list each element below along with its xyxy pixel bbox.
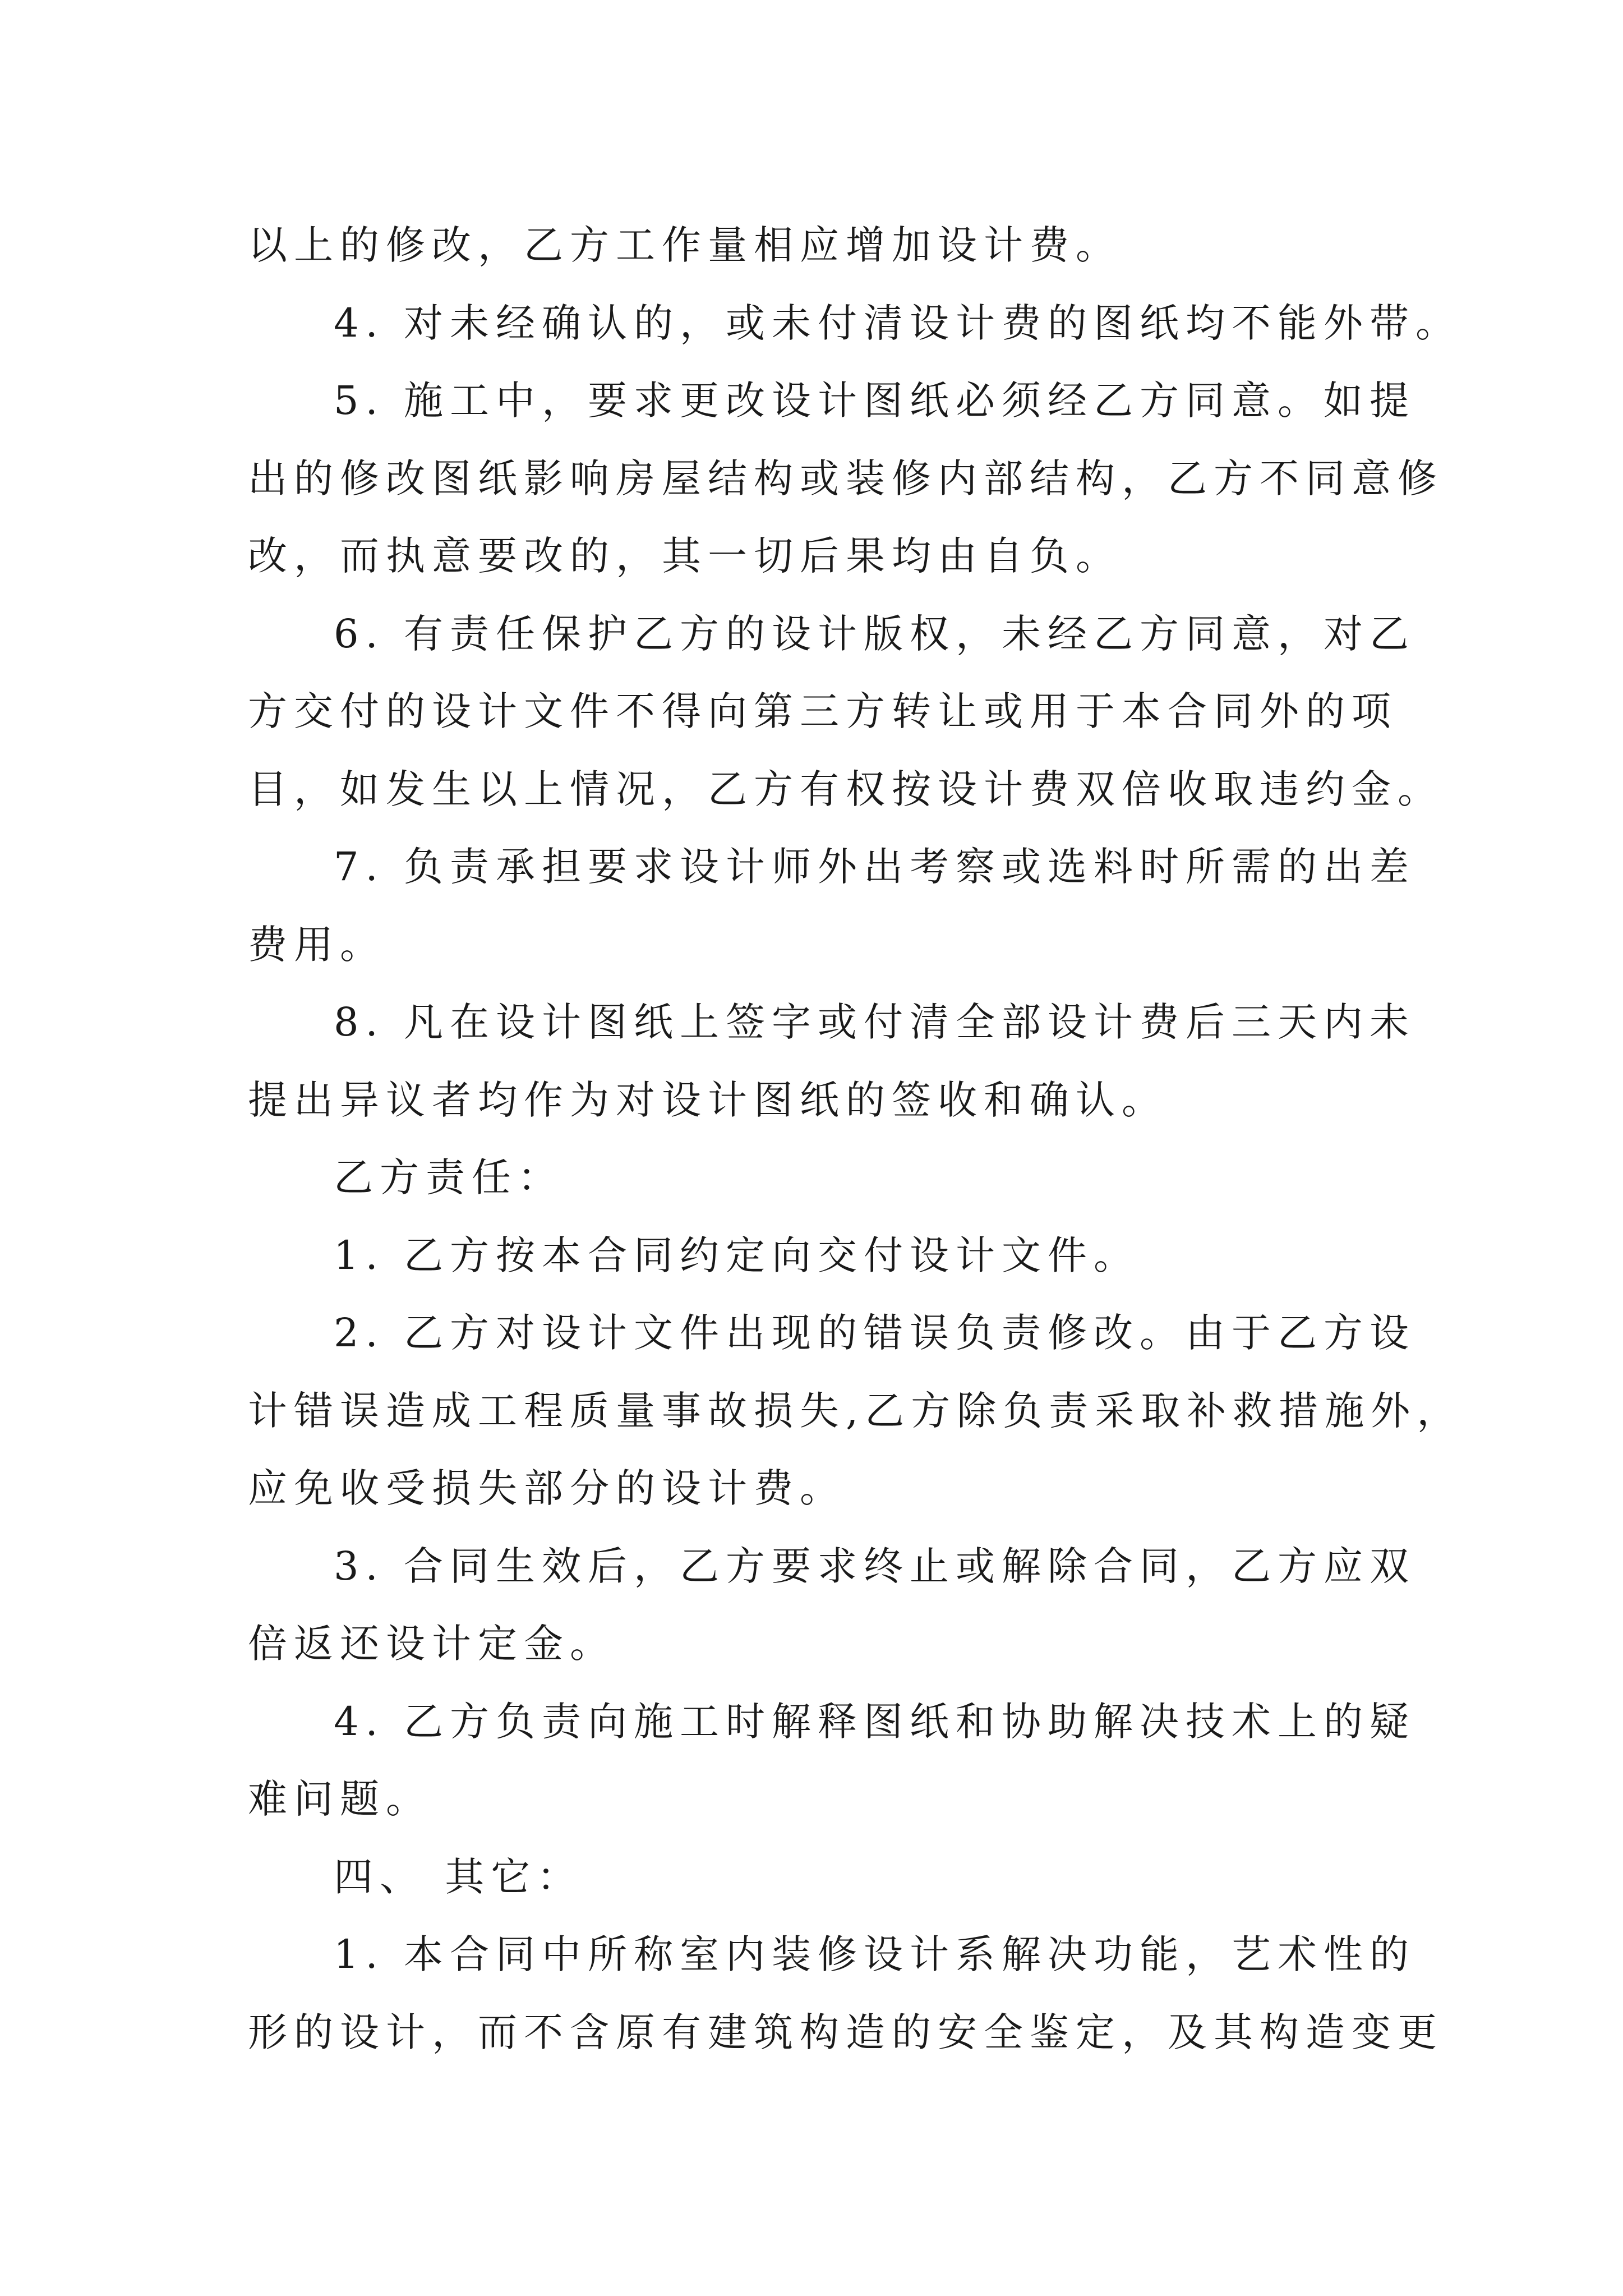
section-heading-party-b: 乙方责任： bbox=[334, 1154, 564, 1200]
text-line-7: 方交付的设计文件不得向第三方转让或用于本合同外的项 bbox=[248, 688, 1398, 734]
text-line-15: 2. 乙方对设计文件出现的错误负责修改。由于乙方设 bbox=[334, 1310, 1416, 1356]
text-line-9: 7. 负责承担要求设计师外出考察或选料时所需的出差 bbox=[334, 844, 1416, 890]
text-line-3: 5. 施工中，要求更改设计图纸必须经乙方同意。如提 bbox=[334, 378, 1416, 424]
document-body bbox=[248, 206, 1463, 2071]
text-line-8: 目，如发生以上情况，乙方有权按设计费双倍收取违约金。 bbox=[248, 766, 1444, 812]
text-line-5: 改，而执意要改的，其一切后果均由自负。 bbox=[248, 533, 1122, 579]
text-line-12: 提出异议者均作为对设计图纸的签收和确认。 bbox=[248, 1076, 1168, 1123]
text-line-2: 4. 对未经确认的，或未付清设计费的图纸均不能外带。 bbox=[334, 300, 1462, 346]
text-line-21: 难问题。 bbox=[248, 1776, 432, 1822]
text-line-6: 6. 有责任保护乙方的设计版权，未经乙方同意，对乙 bbox=[334, 610, 1416, 657]
section-heading-other: 四、 其它： bbox=[334, 1853, 583, 1900]
text-line-16: 计错误造成工程质量事故损失,乙方除负责采取补救措施外， bbox=[248, 1387, 1463, 1434]
text-line-4: 出的修改图纸影响房屋结构或装修内部结构，乙方不同意修 bbox=[248, 455, 1444, 501]
text-line-1: 以上的修改，乙方工作量相应增加设计费。 bbox=[248, 222, 1122, 268]
text-line-20: 4. 乙方负责向施工时解释图纸和协助解决技术上的疑 bbox=[334, 1698, 1416, 1745]
text-line-17: 应免收受损失部分的设计费。 bbox=[248, 1465, 846, 1511]
text-line-11: 8. 凡在设计图纸上签字或付清全部设计费后三天内未 bbox=[334, 999, 1416, 1045]
text-line-14: 1. 乙方按本合同约定向交付设计文件。 bbox=[334, 1232, 1140, 1278]
text-line-18: 3. 合同生效后，乙方要求终止或解除合同，乙方应双 bbox=[334, 1543, 1416, 1589]
text-line-10: 费用。 bbox=[248, 921, 386, 968]
text-line-24: 形的设计，而不含原有建筑构造的安全鉴定，及其构造变更 bbox=[248, 2009, 1444, 2055]
text-line-19: 倍返还设计定金。 bbox=[248, 1621, 616, 1667]
text-line-23: 1. 本合同中所称室内装修设计系解决功能，艺术性的 bbox=[334, 1931, 1416, 1977]
